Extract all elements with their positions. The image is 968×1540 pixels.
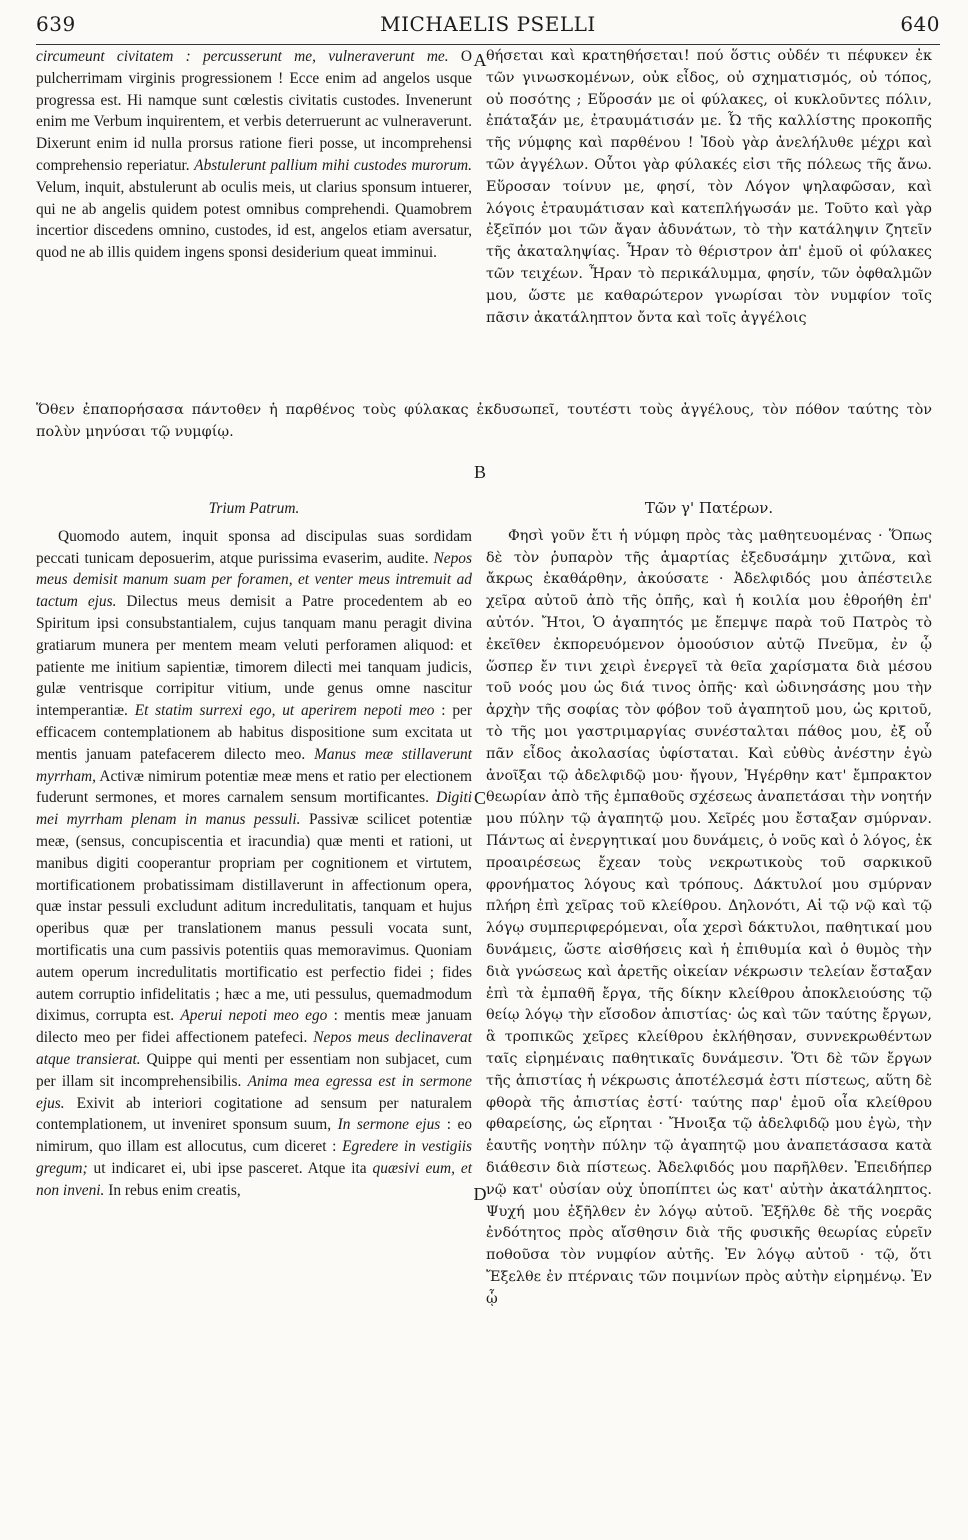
latin-column-body xyxy=(36,494,472,1202)
latin-text-run: Quomodo autem, inquit sponsa ad discipulas suas sordidam peccati tunicam deposuerim, atque purissima evaserim, audite. xyxy=(36,527,472,567)
latin-text-run: ut indicaret ei, ubi ipse pasceret. Atque ita xyxy=(87,1159,373,1177)
latin-text-run: Abstulerunt pallium mihi custodes murorum. xyxy=(194,156,472,174)
latin-text-run: In rebus enim creatis, xyxy=(104,1181,241,1199)
page-number-right: 640 xyxy=(900,12,940,36)
latin-text-run: Et statim surrexi ego, ut aperirem nepoti meo xyxy=(134,702,435,720)
latin-text-run: circumeunt civitatem : percusserunt me, vulneraverunt me. xyxy=(36,48,449,65)
latin-text-run: O pulcherrimam virginis progressionem ! Ecce enim ad angelos usque progressa est. Hi namque sunt cœlestis civitatis custodes. Invenerunt enim me Verbum inquirentem, et verbis deterruerunt ac vulneraverunt. Dixerunt enim id nulla prorsus ratione fieri posse, ut incomprehensi comprehensio reperiatur. xyxy=(36,48,473,174)
section-marker-d: D xyxy=(473,1184,487,1204)
greek-section-heading: Τῶν γ' Πατέρων. xyxy=(644,499,774,517)
latin-text-run: In sermone ejus xyxy=(337,1116,441,1134)
latin-text-run: Quippe qui menti per essentiam non subjacet, cum per illam sit incomprehensibilis. xyxy=(36,1050,472,1090)
latin-text-run: Anima mea egressa est in sermone ejus. xyxy=(36,1072,472,1112)
latin-text-run: : per efficacem contemplationem ab habitus dispositione sum excitata ut mentis januam patefacerem dilecto meo. xyxy=(36,702,472,763)
section-marker-c: C xyxy=(473,788,486,808)
latin-text-run: : eo nimirum, quo illam est allocutus, cum diceret : xyxy=(36,1116,472,1156)
latin-text-run: quæsivi eum, et non inveni. xyxy=(36,1159,472,1199)
greek-column-body xyxy=(486,494,932,1310)
latin-body-paragraph xyxy=(36,526,472,1202)
latin-text-run: Nepos meus demisit manum suam per foramen, et venter meus intremuit ad tactum ejus. xyxy=(36,549,472,611)
section-marker-a: A xyxy=(473,50,487,70)
greek-column-top xyxy=(486,46,932,329)
running-title: MICHAELIS PSELLI xyxy=(380,12,596,36)
latin-text-run: Digiti mei myrrham plenam in manus pessuli. xyxy=(36,789,472,829)
greek-paragraph: θήσεται καὶ κρατηθήσεται! πού ὅστις οὐδέν τι πέφυκεν ἐκ τῶν γινωσκομένων, οὐκ εἶδος, οὐ σχηματισμός, οὐ τόπος, οὐ ποσότης ; Εὕροσάν με οἱ φύλακες, οἱ κυκλοῦντες πόλιν, ἐπάταξάν με, ἐτραυμάτισάν με. Ὦ τῆς καλλίστης προκοπῆς τῆς νύμφης καὶ παρθένου ! Ἰδοὺ γὰρ ἀνελήλυθε μέχρι καὶ τῶν ἀγγέλων. Οὗτοι γὰρ φύλακές εἰσι τῆς πόλεως τῆς ἄνω. Εὕροσαν τοίνυν με, φησί, τὸν Λόγον ψηλαφῶσαν, καὶ λόγοις ἐτραυμάτισαν καὶ κατεπλήγωσάν με. Τοῦτο καὶ γὰρ ἐξεῖπόν μοι τῶν ἄγαν ἀδυνάτων, τὸ τὴν κατάληψιν ζητεῖν τῆς ἀκαταληψίας. Ἦραν τὸ θέριστρον ἀπ' ἐμοῦ οἱ φύλακες τῶν τειχέων. Ἦραν τὸ περικάλυμμα, φησίν, τῶν ὀφθαλμῶν μου, ὥστε με καθαρώτερον γνωρίσαι τὸν νυμφίον τοῖς πᾶσιν ἀκατάληπτον ὄντα καὶ τοῖς ἀγγέλοις xyxy=(486,48,932,326)
latin-text-run: Egredere in vestigiis gregum; xyxy=(36,1138,472,1177)
page-number-left: 639 xyxy=(36,12,76,36)
section-marker-b: B xyxy=(473,462,486,482)
greek-body-paragraph: Φησὶ γοῦν ἔτι ἡ νύμφη πρὸς τὰς μαθητευομένας · Ὅπως δὲ τὸν ῥυπαρὸν τῆς ἁμαρτίας ἐξεδυσάμην χιτῶνα, καὶ ἄκρως ἐκαθάρθην, ἀκούσατε · Ἀδελφιδός μου ἀπέστειλε χεῖρα αὐτοῦ ἀπὸ τῆς ὀπῆς, καὶ ἡ κοιλία μου ἐθροήθη ἐπ' αὐτόν. Ἤτοι, Ὁ ἀγαπητός με ἔπεμψε παρὰ τοῦ Πατρὸς τὸ ἐκεῖθεν ἐκπορευόμενον ὁμοούσιον αὐτῷ Πνεῦμα, ἐν ᾧ ὥσπερ ἔν τινι χειρὶ ἐνεργεῖ τὰ θεῖα χαρίσματα διὰ μέσου τοῦ νοός μου ὡς διά τινος ὀπῆς· καὶ ὠδινησάσης μου τὴν ἀρχὴν τῆς σοφίας τὸν φόβον τοῦ ἀγαπητοῦ μου, ὡς κριτοῦ, τὸ τῆς μοι γαστριμαργίας συνέσταλται πάθος μου, ἐξ οὗ πᾶν εἶδος ἀκολασίας ὑφίσταται. Καὶ εὐθὺς ἀνέστην ἐγὼ ἀνοῖξαι τῷ ἀδελφιδῷ μου· ἤγουν, Ἠγέρθην κατ' ἔμπρακτον θεωρίαν ἀπὸ τῆς ἐμπαθοῦς σχέσεως ἀναπετάσαι τὴν νοητήν μου πύλην τῷ ἀγαπητῷ μου. Χεῖρές μου ἔσταξαν σμύρναν. Πάντως αἱ ἐνεργητικαί μου δυνάμεις, ὁ νοῦς καὶ ὁ λόγος, ἐκ προαιρέσεως ἔχεαν τοὺς νεκρωτικοὺς τοῦ σαρκικοῦ φρονήματος λόγους καὶ τρόπους. Δάκτυλοί μου σμύρναν πλήρη ἐπὶ χεῖρας τοῦ κλείθρου. Δηλονότι, Αἱ τῷ νῷ καὶ τῷ λόγῳ συμπεριφερόμεναι, οἷα χερσὶ δάκτυλοι, παθητικαί μου δυνάμεις, ὥστε αἰσθήσεις καὶ ἡ ἐπιθυμία καὶ ὁ θυμὸς τὴν διὰ γνώσεως καὶ ἀρετῆς οἰκείαν νέκρωσιν τελείαν ἔσταξαν ἐπὶ τὰ ἐμπαθῆ ἔργα, τῆς δίκην κλείθρου ἀποκλειούσης τῷ θείῳ λόγῳ τὴν εἴσοδον ἀπιστίας· ὡς καὶ τῶν ταύτης ἔργων, ἃ τροπικῶς χεῖρες κλείθρου ἐκλήθησαν, συννεκρωθέντων ταῖς εἰρημέναις παθητικαῖς δυνάμεσιν. Ὅτι δὲ τῶν ἔργων τῆς ἀπιστίας ἡ νέκρωσις ἀποτέλεσμά ἐστι πίστεως, αὕτη δὲ φθορὰ τῆς ἀπιστίας ἐστί· ταύτης παρ' ἐμοῦ οἷα κλείθρου φθαρείσης, ὡς εἴρηται · Ἤνοιξα τῷ ἀδελφιδῷ μου ἐγὼ, τὴν ἑαυτῆς νοητὴν πύλην τῷ ἀγαπητῷ μου ἀναπετάσασα κατὰ διάθεσιν διὰ πίστεως. Ἀδελφιδός μου παρῆλθεν. Ἐπειδήπερ νῷ κατ' οὐσίαν οὐχ ὑποπίπτει ὡς κατ' αὐτὴν ἀκατάληπτος. Ψυχή μου ἐξῆλθεν ἐν λόγῳ αὐτοῦ. Ἐξῆλθε δὲ τῆς νοερᾶς ἐνδότητος πρὸς αἴσθησιν διὰ τῆς φυσικῆς θεωρίας εὑρεῖν ποθοῦσα τὸν νυμφίον αὐτῆς. Ἐν λόγῳ αὐτοῦ · τῷ, ὅτι Ἔξελθε ἐν πτέρναις τῶν ποιμνίων πρὸς αὐτὴν εἰρημένῳ. Ἐν ᾧ xyxy=(486,527,932,1307)
page-header xyxy=(36,6,940,38)
latin-text-run: : mentis meæ januam dilecto meo per fidei affectionem patefeci. xyxy=(36,1007,472,1047)
header-rule xyxy=(36,44,940,45)
full-width-greek-paragraph: Ὅθεν ἐπαπορήσασα πάντοθεν ἡ παρθένος τοὺς φύλακας ἐκδυσωπεῖ, τουτέστι τοὺς ἀγγέλους, τὸν πόθον ταύτης τὸν πολὺν μηνύσαι τῷ νυμφίῳ. xyxy=(36,402,932,440)
latin-text-run: Passivæ scilicet potentiæ meæ, (sensus, concupiscentia et iracundia) quæ menti et rationi, ut manibus digiti cooperantur propriam per cognitionem et virtutem, mortificationem probatissimam distillaverunt in affectionum opera, quæ instar pessuli excludunt aditum incredulitatis, tanquam et hujus operibus quæ per translationem manus pessuli vocata sunt, mortificatis una cum passivis potentiis quas memoravimus. Quoniam autem operum incredulitatis mortificatio est perfectio fidei ; fides autem corruptio infidelitatis ; hæc a me, uti pessulus, quemadmodum diximus, corrupta est. xyxy=(36,811,473,1025)
latin-text-run: Nepos meus declinaverat atque transierat. xyxy=(36,1029,472,1068)
latin-section-heading: Trium Patrum. xyxy=(208,500,300,517)
latin-text-run: Exivit ab interiori cogitatione ad sensum per naturalem contemplationem, ut inveniret sponsum suum, xyxy=(36,1094,472,1134)
latin-text-run: Velum, inquit, abstulerunt ab oculis meis, ut clarius sponsum intuerer, qui ne ab angelis quidem potest omnibus comprehendi. Quamobrem incertior discedens omnino, custodes, id est, angelos etiam aversatur, quod ne ab illis quidem ingens sponsi desiderium queat imminui. xyxy=(36,178,472,262)
latin-text-run: Activæ nimirum potentiæ meæ mens et ratio per electionem fuderunt sermones, et mores carnalem sensum mortificantes. xyxy=(36,767,472,807)
latin-text-run: Aperui nepoti meo ego xyxy=(180,1007,328,1025)
latin-text-run: Dilectus meus demisit a Patre procedentem ab eo Spiritum ipsi consubstantialem, cujus tanquam manu peragit divina gratiarum munera per mentem meam veluti perforamen aliquod: et patiente me initium sapientiæ, timorem dilecti mei tanquam judicis, gulæ ventrisque corripitur vitium, unde genus omne nascitur intemperantiæ. xyxy=(36,593,472,720)
latin-text-run: Manus meæ stillaverunt myrrham, xyxy=(36,745,472,785)
latin-column-top xyxy=(36,46,472,264)
